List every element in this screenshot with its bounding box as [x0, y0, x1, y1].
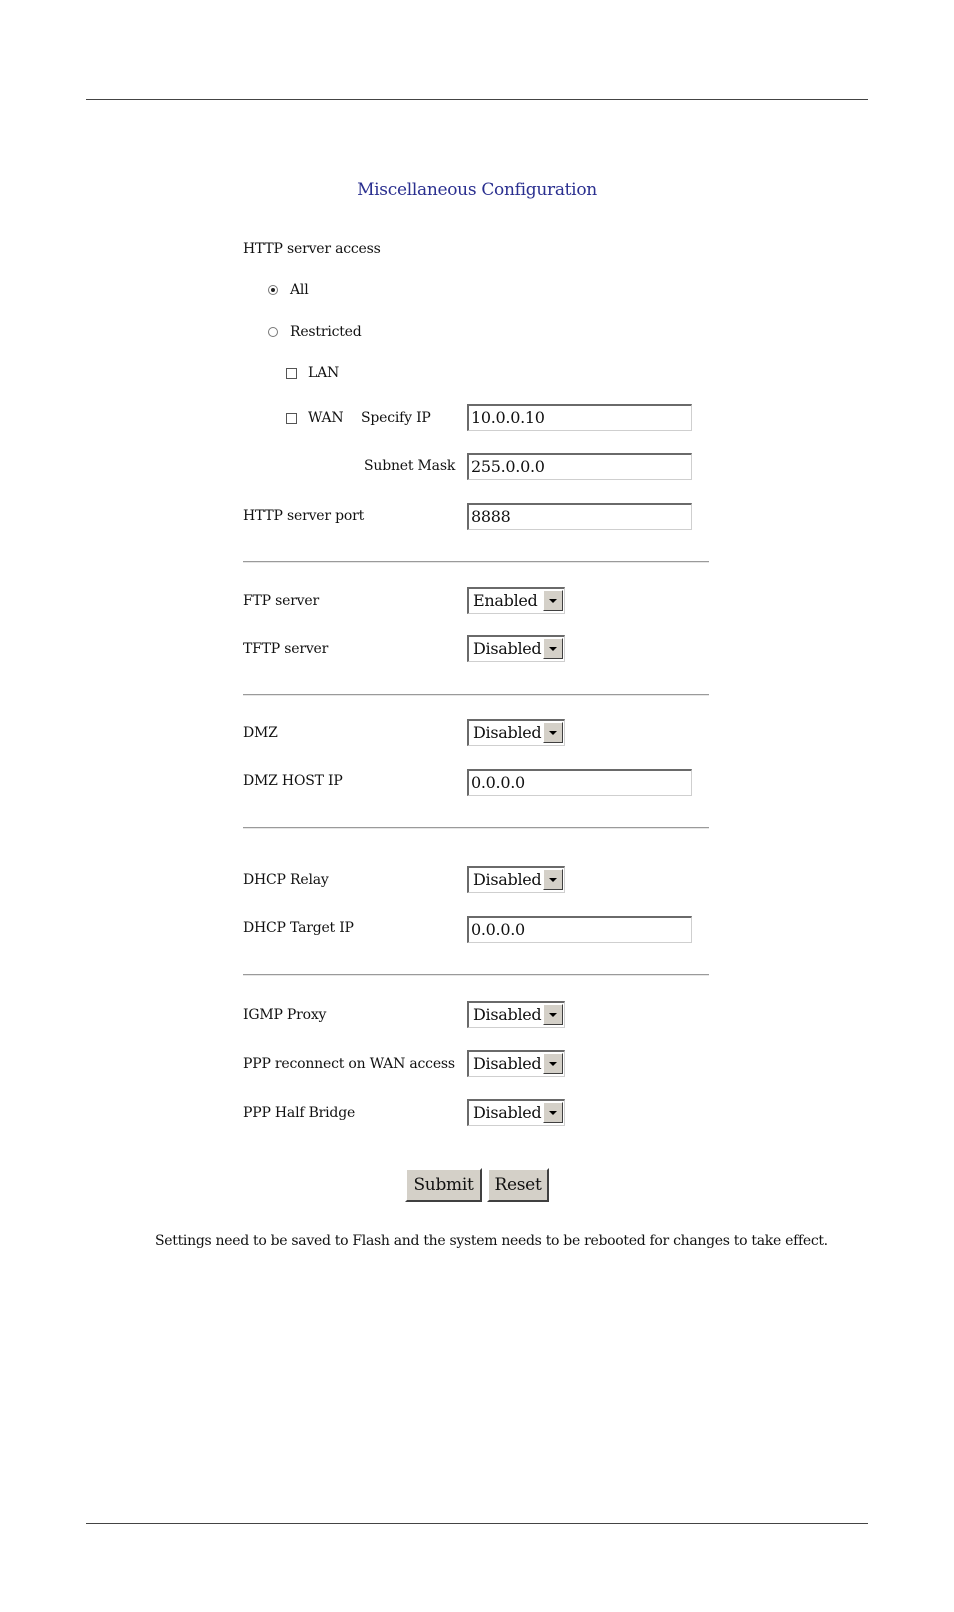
- dhcp-relay-select[interactable]: [467, 866, 565, 893]
- igmp-proxy-label: IGMP Proxy: [243, 1007, 327, 1023]
- checkbox-wan-label: WAN: [308, 410, 344, 426]
- http-port-label: HTTP server port: [243, 508, 365, 524]
- footnote-text: Settings need to be saved to Flash and the system needs to be rebooted for changes to take effect.: [155, 1233, 828, 1249]
- dhcp-target-ip-label: DHCP Target IP: [243, 920, 354, 936]
- ftp-server-label: FTP server: [243, 593, 319, 609]
- chevron-down-icon[interactable]: [543, 590, 563, 611]
- http-port-input[interactable]: 8888: [467, 503, 692, 530]
- ftp-server-select[interactable]: [467, 587, 565, 614]
- section-divider: [243, 694, 709, 696]
- tftp-server-label: TFTP server: [243, 641, 329, 657]
- dmz-select[interactable]: [467, 719, 565, 746]
- tftp-server-value: Disabled: [473, 639, 542, 658]
- dhcp-relay-value: Disabled: [473, 870, 542, 889]
- http-access-label: HTTP server access: [243, 241, 381, 257]
- subnet-mask-input[interactable]: 255.0.0.0: [467, 453, 692, 480]
- dmz-label: DMZ: [243, 725, 278, 741]
- radio-all[interactable]: [268, 285, 278, 295]
- dmz-host-ip-label: DMZ HOST IP: [243, 773, 343, 789]
- igmp-proxy-select[interactable]: [467, 1001, 565, 1028]
- checkbox-lan[interactable]: [286, 368, 297, 379]
- chevron-down-icon[interactable]: [543, 869, 563, 890]
- page-top-rule: [86, 99, 868, 100]
- dmz-host-ip-input[interactable]: 0.0.0.0: [467, 769, 692, 796]
- chevron-down-icon[interactable]: [543, 722, 563, 743]
- page-title: Miscellaneous Configuration: [357, 180, 597, 200]
- submit-button[interactable]: Submit: [405, 1168, 482, 1202]
- dhcp-target-ip-input[interactable]: 0.0.0.0: [467, 916, 692, 943]
- ppp-reconnect-value: Disabled: [473, 1054, 542, 1073]
- chevron-down-icon[interactable]: [543, 1053, 563, 1074]
- ppp-half-bridge-select[interactable]: [467, 1099, 565, 1126]
- radio-restricted-label: Restricted: [290, 324, 362, 340]
- reset-button[interactable]: Reset: [487, 1168, 549, 1202]
- specify-ip-input[interactable]: 10.0.0.10: [467, 404, 692, 431]
- ppp-reconnect-select[interactable]: [467, 1050, 565, 1077]
- ppp-half-bridge-label: PPP Half Bridge: [243, 1105, 356, 1121]
- tftp-server-select[interactable]: [467, 635, 565, 662]
- checkbox-lan-label: LAN: [308, 365, 340, 381]
- page-bottom-rule: [86, 1523, 868, 1524]
- section-divider: [243, 827, 709, 829]
- chevron-down-icon[interactable]: [543, 1102, 563, 1123]
- subnet-mask-label: Subnet Mask: [364, 458, 456, 474]
- ppp-reconnect-label: PPP reconnect on WAN access: [243, 1056, 455, 1072]
- ftp-server-value: Enabled: [473, 591, 538, 610]
- ppp-half-bridge-value: Disabled: [473, 1103, 542, 1122]
- section-divider: [243, 561, 709, 563]
- specify-ip-label: Specify IP: [361, 410, 431, 426]
- chevron-down-icon[interactable]: [543, 638, 563, 659]
- radio-all-label: All: [290, 282, 309, 298]
- checkbox-wan[interactable]: [286, 413, 297, 424]
- chevron-down-icon[interactable]: [543, 1004, 563, 1025]
- radio-restricted[interactable]: [268, 327, 278, 337]
- section-divider: [243, 974, 709, 976]
- dmz-value: Disabled: [473, 723, 542, 742]
- dhcp-relay-label: DHCP Relay: [243, 872, 329, 888]
- igmp-proxy-value: Disabled: [473, 1005, 542, 1024]
